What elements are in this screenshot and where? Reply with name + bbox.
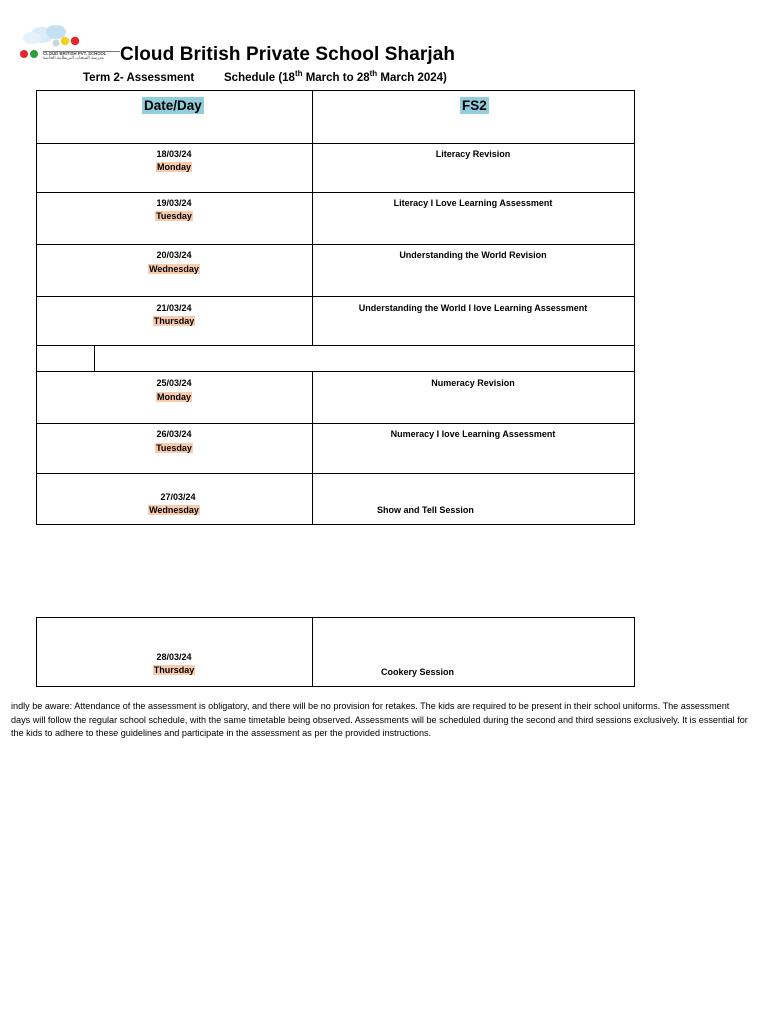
row-date: 28/03/24 xyxy=(156,652,192,662)
row-date: 25/03/24 xyxy=(156,378,192,388)
logo-text: CLOUD BRITISH PVT. SCHOOL xyxy=(43,51,107,56)
row-activity: Numeracy I love Learning Assessment xyxy=(390,429,556,439)
row-date: 20/03/24 xyxy=(156,250,192,260)
row-activity: Numeracy Revision xyxy=(431,378,515,388)
spacer-cell xyxy=(94,345,635,372)
row-activity: Understanding the World Revision xyxy=(399,250,547,260)
term-label: Term 2- Assessment xyxy=(83,72,195,84)
row-day-wrap xyxy=(36,443,312,453)
row-day-wrap xyxy=(36,665,312,675)
row-day-wrap xyxy=(36,264,312,274)
row-day-wrap xyxy=(36,505,312,515)
school-name: Cloud British Private School Sharjah xyxy=(120,44,456,65)
row-date: 21/03/24 xyxy=(156,303,192,313)
row-date: 18/03/24 xyxy=(156,149,192,159)
schedule-sup-2: th xyxy=(369,69,378,79)
row-day: Thursday xyxy=(153,316,195,326)
row-activity: Cookery Session xyxy=(381,667,455,677)
schedule-text-c: March 2024) xyxy=(377,72,447,84)
spacer-cell xyxy=(36,345,95,372)
row-day-wrap xyxy=(36,392,312,402)
row-activity: Understanding the World I love Learning Assessment xyxy=(358,303,588,313)
schedule-text-b: March to 28 xyxy=(302,72,370,84)
row-day: Tuesday xyxy=(156,211,192,221)
row-day-wrap xyxy=(36,211,312,221)
schedule-sup-1: th xyxy=(294,69,303,79)
logo-arabic-text: مدرسة السحاب البريطانية الخاصة xyxy=(43,56,104,61)
schedule-range xyxy=(224,69,447,84)
row-date: 27/03/24 xyxy=(160,492,196,502)
row-activity: Literacy Revision xyxy=(435,149,511,159)
school-logo xyxy=(18,24,120,62)
row-day-wrap xyxy=(36,162,312,172)
column-header-date: Date/Day xyxy=(144,98,202,113)
row-activity: Literacy I Love Learning Assessment xyxy=(393,198,553,208)
table-cell xyxy=(312,473,635,525)
column-header-fs2: FS2 xyxy=(462,98,487,113)
row-activity: Show and Tell Session xyxy=(377,505,474,515)
row-day-wrap xyxy=(36,316,312,326)
row-day: Monday xyxy=(156,392,191,402)
row-day: Tuesday xyxy=(156,443,192,453)
row-date: 26/03/24 xyxy=(156,429,192,439)
row-day: Wednesday xyxy=(149,264,199,274)
table-cell xyxy=(312,617,635,687)
schedule-text-a: Schedule (18 xyxy=(224,72,295,84)
row-date: 19/03/24 xyxy=(156,198,192,208)
row-day: Thursday xyxy=(153,665,195,675)
row-day: Monday xyxy=(156,162,191,172)
row-day: Wednesday xyxy=(149,505,199,515)
attendance-note: indly be aware: Attendance of the assessment is obligatory, and there will be no provision for retakes. The kids are required to be present in their school uniforms. The assessment days will follow the regular school schedule, with the same timetable being observed. Assessments will be scheduled during the second and third sessions exclusively. It is essential for the kids to adhere to these guidelines and participate in the assessment as per the provided instructions. xyxy=(11,701,748,738)
